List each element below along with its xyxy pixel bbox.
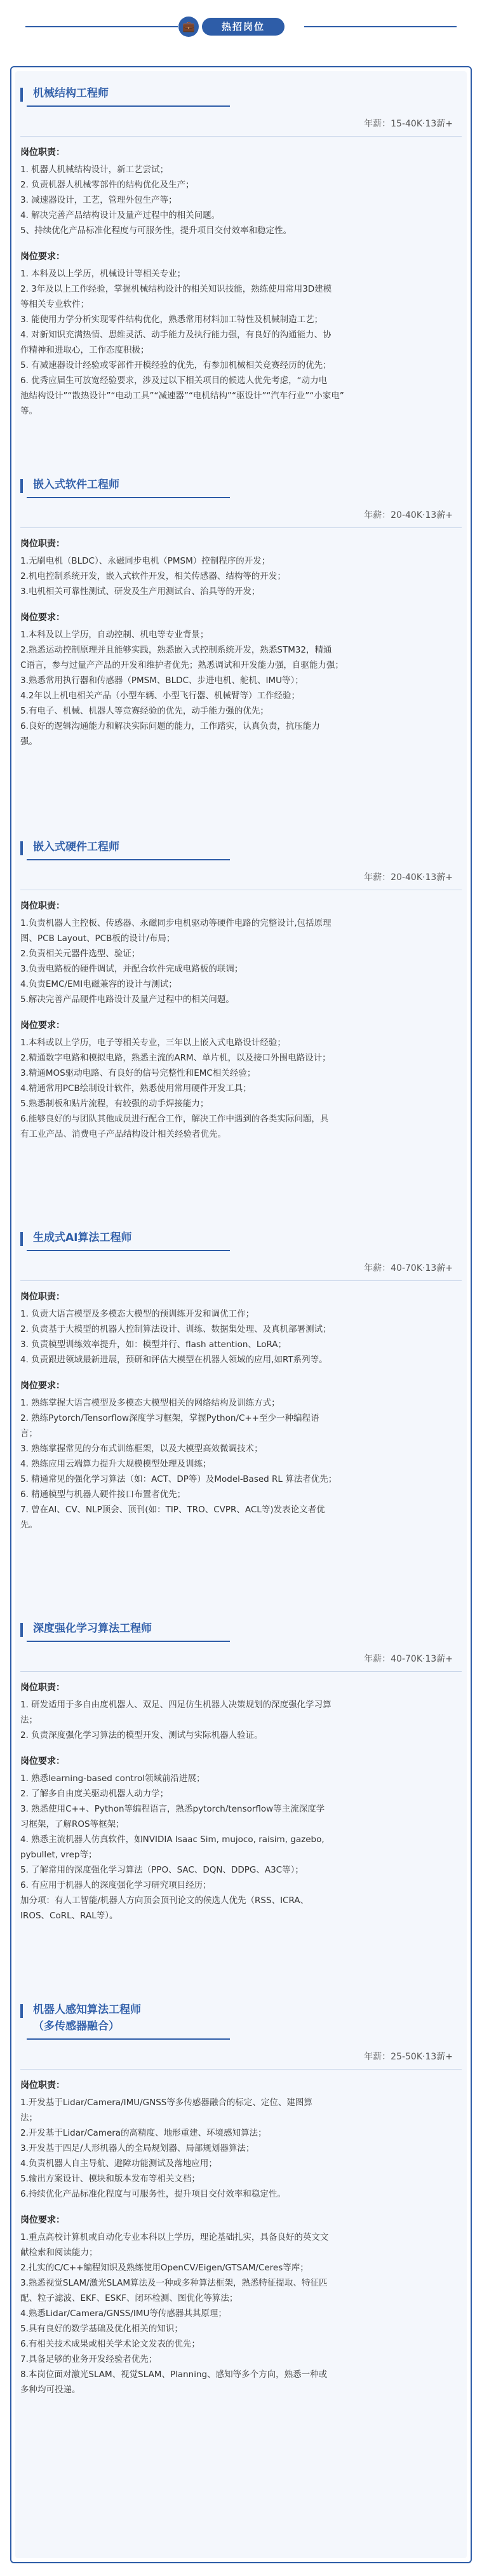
requirement-item: 4. 熟悉主流机器人仿真软件，如NVIDIA Isaac Sim, mujoco, raisim, gazebo, bbox=[20, 1834, 325, 1845]
requirement-item: 6. 精通模型与机器人硬件接口布置者优先； bbox=[20, 1489, 186, 1500]
requirement-item: 3. 熟练掌握常见的分布式训练框架，以及大模型高效微调技术； bbox=[20, 1444, 263, 1454]
job-title-underline bbox=[27, 497, 230, 498]
job-title-wrap bbox=[20, 477, 462, 498]
requirement-item: 4.熟悉Lidar/Camera/GNSS/IMU等传感器其其原理； bbox=[20, 2308, 227, 2319]
divider bbox=[20, 2069, 462, 2070]
requirement-item: 2.精通数字电路和模拟电路，熟悉主流的ARM、单片机，以及接口外围电路设计； bbox=[20, 1053, 331, 1063]
job-title-accent bbox=[20, 479, 23, 493]
requirement-item: 3. 能使用力学分析实现零件结构优化，熟悉常用材料加工特性及机械制造工艺； bbox=[20, 315, 323, 325]
requirement-item: 7.具备足够的业务开发经验者优先； bbox=[20, 2354, 157, 2364]
job-card bbox=[20, 1620, 462, 1923]
salary: 年薪：20-40K·13薪+ bbox=[364, 510, 453, 520]
requirement-item: 6. 有应用于机器人的深度强化学习研究项目经历； bbox=[20, 1880, 211, 1890]
requirement-item: IROS、CoRL、RAL等）。 bbox=[20, 1911, 118, 1921]
requirement-item: 1. 熟悉learning-based control领域前沿进展； bbox=[20, 1773, 205, 1784]
divider bbox=[20, 1280, 462, 1281]
duty-item: 3.负责电路板的硬件调试，并配合软件完成电路板的联调； bbox=[20, 964, 243, 974]
job-title-accent bbox=[20, 841, 23, 855]
duty-item: 1.负责机器人主控板、传感器、永磁同步电机驱动等硬件电路的完整设计,包括原理 bbox=[20, 918, 331, 928]
requirement-item: 献检索和阅读能力； bbox=[20, 2247, 98, 2258]
requirement-item: 配、粒子滤波、EKF、ESKF、闭环检测、图优化等算法； bbox=[20, 2293, 238, 2303]
requirement-item: 1.重点高校计算机或自动化专业本科以上学历，理论基础扎实，具备良好的英文文 bbox=[20, 2232, 329, 2242]
salary: 年薪：40-70K·13薪+ bbox=[364, 1263, 453, 1273]
duty-item: 5.输出方案设计、模块和版本发布等相关文档； bbox=[20, 2174, 200, 2184]
requirements-title: 岗位要求： bbox=[20, 2215, 65, 2225]
duty-item: 2. 负责深度强化学习算法的模型开发、测试与实际机器人验证。 bbox=[20, 1730, 263, 1740]
job-title-wrap bbox=[20, 1620, 462, 1642]
job-subtitle: （多传感器融合） bbox=[33, 2020, 119, 2033]
requirement-item: 4.2年以上机电相关产品（小型车辆、小型飞行器、机械臂等）工作经验； bbox=[20, 691, 300, 701]
requirement-item: 言； bbox=[20, 1428, 37, 1439]
job-title-underline bbox=[27, 105, 230, 107]
requirement-item: 7. 曾在AI、CV、NLP顶会、顶刊(如：TIP、TRO、CVPR、ACL等)发表论文者优 bbox=[20, 1505, 325, 1515]
requirement-item: 4. 熟练应用云端算力提升大规模模型处理及训练； bbox=[20, 1459, 211, 1469]
requirement-item: 1.本科及以上学历，自动控制、机电等专业背景； bbox=[20, 630, 209, 640]
spacer bbox=[20, 1367, 462, 1379]
requirement-item: 强。 bbox=[20, 736, 37, 747]
job-title[interactable]: 嵌入式软件工程师 bbox=[33, 478, 119, 491]
section-title: 热招岗位 bbox=[202, 18, 285, 36]
requirement-item: 多种均可投递。 bbox=[20, 2385, 81, 2395]
job-title-underline bbox=[27, 2038, 230, 2040]
duty-item: 法； bbox=[20, 2113, 37, 2123]
requirement-item: 3.熟悉常用执行器和传感器（PMSM、BLDC、步进电机、舵机、IMU等）； bbox=[20, 675, 304, 686]
duty-item: 2. 负责基于大模型的机器人控制算法设计、训练、数据集处理、及真机部署测试； bbox=[20, 1324, 331, 1334]
job-title[interactable]: 嵌入式硬件工程师 bbox=[33, 841, 119, 853]
job-card bbox=[20, 2002, 462, 2397]
job-title-wrap bbox=[20, 2002, 462, 2040]
duties-title: 岗位职责： bbox=[20, 147, 65, 158]
job-card bbox=[20, 85, 462, 419]
requirements-title: 岗位要求： bbox=[20, 252, 65, 262]
job-title-wrap bbox=[20, 85, 462, 107]
duty-item: 3.电机相关可靠性测试、研发及生产用测试台、治具等的开发； bbox=[20, 586, 260, 597]
duty-item: 法； bbox=[20, 1715, 37, 1725]
requirement-item: 等相关专业软件； bbox=[20, 299, 89, 309]
job-title[interactable]: 机器人感知算法工程师 bbox=[33, 2003, 141, 2016]
job-card bbox=[20, 1230, 462, 1533]
duties-title: 岗位职责： bbox=[20, 2080, 65, 2091]
duties-title: 岗位职责： bbox=[20, 1292, 65, 1302]
requirement-item: 池结构设计”“散热设计”“电动工具”“减速器”“电机结构”“驱设计”“汽车行业”“小家电” bbox=[20, 391, 344, 401]
requirement-item: 先。 bbox=[20, 1520, 37, 1530]
duty-item: 1.无刷电机（BLDC）、永磁同步电机（PMSM）控制程序的开发； bbox=[20, 556, 271, 566]
requirement-item: 4. 对新知识充满热情、思维灵活、动手能力及执行能力强，有良好的沟通能力、协 bbox=[20, 330, 331, 340]
job-card bbox=[20, 477, 462, 749]
duty-item: 2.负责相关元器件选型、验证； bbox=[20, 949, 140, 959]
requirement-item: 1. 本科及以上学历，机械设计等相关专业； bbox=[20, 269, 186, 279]
duty-item: 4. 负责跟进领域最新进展，预研和评估大模型在机器人领域的应用,如RT系列等。 bbox=[20, 1355, 328, 1365]
job-title-accent bbox=[20, 1623, 23, 1637]
requirement-item: 1. 熟练掌握大语言模型及多模态大模型相关的网络结构及训练方式； bbox=[20, 1398, 280, 1408]
salary: 年薪：15-40K·13薪+ bbox=[364, 119, 453, 129]
requirement-item: 5. 有减速器设计经验或零部件开模经验的优先，有参加机械相关竞赛经历的优先； bbox=[20, 360, 331, 370]
job-title-wrap bbox=[20, 1230, 462, 1251]
spacer bbox=[20, 2202, 462, 2213]
requirement-item: 6.能够良好的与团队其他成员进行配合工作，解决工作中遇到的各类实际问题，具 bbox=[20, 1114, 329, 1124]
salary: 年薪：40-70K·13薪+ bbox=[364, 1654, 453, 1664]
salary: 年薪：25-50K·13薪+ bbox=[364, 2052, 453, 2062]
requirement-item: 8.本岗位面对激光SLAM、视觉SLAM、Planning、感知等多个方向，熟悉一种或 bbox=[20, 2369, 328, 2380]
requirement-item: 5. 精通常见的强化学习算法（如：ACT、DP等）及Model-Based RL 算法者优先； bbox=[20, 1474, 337, 1484]
requirement-item: 2. 3年及以上工作经验，掌握机械结构设计的相关知识技能，熟练使用常用3D建模 bbox=[20, 284, 332, 294]
job-title-underline bbox=[27, 1250, 230, 1251]
job-title[interactable]: 深度强化学习算法工程师 bbox=[33, 1622, 152, 1635]
job-title-accent bbox=[20, 2004, 23, 2018]
divider bbox=[20, 1671, 462, 1672]
duty-item: 4.负责机器人自主导航、避障功能测试及落地应用； bbox=[20, 2159, 217, 2169]
duty-item: 3.开发基于四足/人形机器人的全局规划器、局部规划器算法； bbox=[20, 2143, 255, 2153]
divider bbox=[20, 527, 462, 528]
duty-item: 1. 负责大语言模型及多模态大模型的预训练开发和调优工作； bbox=[20, 1309, 255, 1319]
requirement-item: 3.熟悉视觉SLAM/激光SLAM算法及一种或多种算法框架，熟悉特征提取、特征匹 bbox=[20, 2278, 328, 2288]
job-title-wrap bbox=[20, 839, 462, 860]
requirement-item: C语言，参与过量产产品的开发和维护者优先；熟悉调试和开发能力强，自驱能力强； bbox=[20, 660, 344, 670]
requirement-item: 5.熟悉制板和贴片流程，有较强的动手焊接能力； bbox=[20, 1099, 209, 1109]
duty-item: 6.持续优化产品标准化程度与可服务性，提升项目交付效率和稳定性。 bbox=[20, 2189, 286, 2199]
requirement-item: 3.精通MOS驱动电路、有良好的信号完整性和EMC相关经验； bbox=[20, 1068, 256, 1078]
header-divider-left bbox=[25, 26, 178, 27]
duty-item: 1. 机器人机械结构设计，新工艺尝试； bbox=[20, 165, 169, 175]
briefcase-icon: 💼 bbox=[178, 17, 199, 37]
spacer bbox=[20, 1743, 462, 1754]
requirement-item: 6.有相关技术成果或相关学术论文发表的优先； bbox=[20, 2339, 200, 2349]
requirement-item: 作精神和进取心，工作态度积极； bbox=[20, 345, 149, 355]
duty-item: 2.开发基于Lidar/Camera的高精度、地形重建、环境感知算法； bbox=[20, 2128, 267, 2138]
requirements-title: 岗位要求： bbox=[20, 1381, 65, 1391]
requirement-item: 有工业产品、消费电子产品结构设计相关经验者优先。 bbox=[20, 1129, 226, 1139]
duties-title: 岗位职责： bbox=[20, 1683, 65, 1693]
requirement-item: 等。 bbox=[20, 406, 37, 416]
duty-item: 4.负责EMC/EMI电磁兼容的设计与测试； bbox=[20, 979, 177, 989]
requirement-item: 6. 优秀应届生可放宽经验要求，涉及过以下相关项目的候选人优先考虑，“动力电 bbox=[20, 376, 328, 386]
requirements-title: 岗位要求： bbox=[20, 613, 65, 623]
job-title[interactable]: 生成式AI算法工程师 bbox=[33, 1231, 132, 1244]
requirement-item: 5.有电子、机械、机器人等竞赛经验的优先，动手能力强的优先； bbox=[20, 706, 269, 716]
header-divider-right bbox=[304, 26, 457, 27]
duty-item: 3. 负责模型训练效率提升，如：模型并行、flash attention、LoRA； bbox=[20, 1339, 287, 1350]
requirement-item: 3. 熟悉使用C++、Python等编程语言，熟悉pytorch/tensorflow等主流深度学 bbox=[20, 1804, 325, 1814]
duty-item: 5、持续优化产品标准化程度与可服务性，提升项目交付效率和稳定性。 bbox=[20, 226, 292, 236]
duties-title: 岗位职责： bbox=[20, 539, 65, 549]
duty-item: 1. 研发适用于多自由度机器人、双足、四足仿生机器人决策规划的深度强化学习算 bbox=[20, 1700, 331, 1710]
duty-item: 3. 减速器设计，工艺，管理外包生产等； bbox=[20, 195, 177, 205]
job-title-underline bbox=[27, 1641, 230, 1642]
requirement-item: 6.良好的逻辑沟通能力和解决实际问题的能力，工作踏实，认真负责，抗压能力 bbox=[20, 721, 320, 731]
requirement-item: 习框架，了解ROS等框架； bbox=[20, 1819, 124, 1829]
divider bbox=[20, 136, 462, 137]
requirement-item: 1.本科或以上学历，电子等相关专业，三年以上嵌入式电路设计经验； bbox=[20, 1038, 286, 1048]
requirement-item: pybullet, vrep等； bbox=[20, 1850, 97, 1860]
job-title[interactable]: 机械结构工程师 bbox=[33, 87, 109, 100]
duties-title: 岗位职责： bbox=[20, 901, 65, 911]
requirements-title: 岗位要求： bbox=[20, 1020, 65, 1031]
requirement-item: 5. 了解常用的深度强化学习算法（PPO、SAC、DQN、DDPG、A3C等）； bbox=[20, 1865, 304, 1875]
job-title-accent bbox=[20, 88, 23, 102]
requirement-item: 2.熟悉运动控制原理并且能够实践，熟悉嵌入式控制系统开发，熟悉STM32，精通 bbox=[20, 645, 332, 655]
job-title-underline bbox=[27, 859, 230, 860]
section-header bbox=[0, 8, 482, 46]
spacer bbox=[20, 599, 462, 611]
duty-item: 1.开发基于Lidar/Camera/IMU/GNSS等多传感器融合的标定、定位、建图算 bbox=[20, 2098, 312, 2108]
salary: 年薪：20-40K·13薪+ bbox=[364, 872, 453, 883]
job-card bbox=[20, 839, 462, 1142]
duty-item: 5.解决完善产品硬件电路设计及量产过程中的相关问题。 bbox=[20, 994, 234, 1005]
spacer bbox=[20, 238, 462, 250]
spacer bbox=[20, 1007, 462, 1019]
duty-item: 2. 负责机器人机械零部件的结构优化及生产； bbox=[20, 180, 194, 190]
duty-item: 4. 解决完善产品结构设计及量产过程中的相关问题。 bbox=[20, 210, 220, 220]
requirement-item: 2. 熟练Pytorch/Tensorflow深度学习框架，掌握Python/C++至少一种编程语 bbox=[20, 1413, 319, 1423]
requirement-item: 4.精通常用PCB绘制设计软件，熟悉使用常用硬件开发工具； bbox=[20, 1083, 251, 1094]
requirement-item: 2. 了解多自由度关驱动机器人动力学； bbox=[20, 1789, 169, 1799]
requirement-item: 2.扎实的C/C++编程知识及熟练使用OpenCV/Eigen/GTSAM/Ceres等库； bbox=[20, 2263, 309, 2273]
requirement-item: 5.具有良好的数学基础及优化相关的知识； bbox=[20, 2324, 183, 2334]
requirements-title: 岗位要求： bbox=[20, 1756, 65, 1766]
requirement-item: 加分项：有人工智能/机器人方向顶会顶刊论文的候选人优先（RSS、ICRA、 bbox=[20, 1895, 309, 1906]
duty-item: 2.机电控制系统开发，嵌入式软件开发，相关传感器、结构等的开发； bbox=[20, 571, 286, 581]
duty-item: 图、PCB Layout、PCB板的设计/布局； bbox=[20, 933, 175, 944]
job-title-accent bbox=[20, 1232, 23, 1246]
